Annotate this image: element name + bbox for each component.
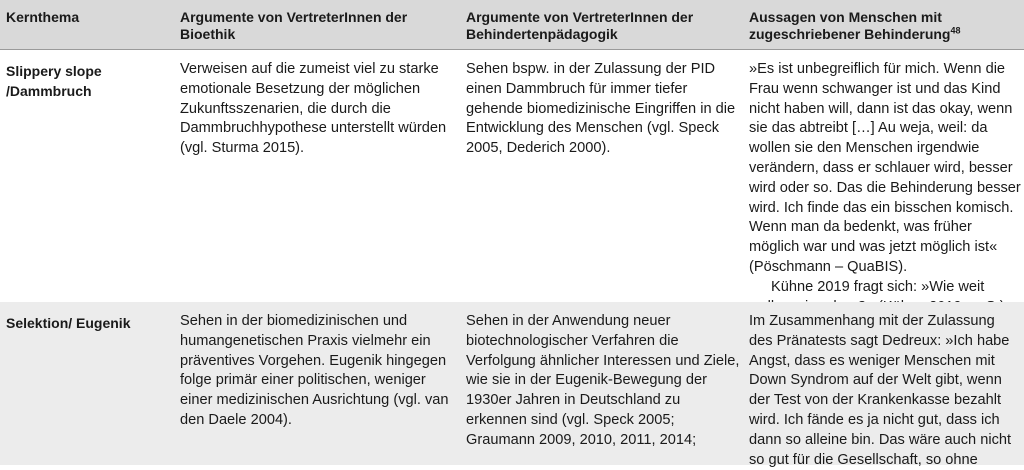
bioethik-cell: Sehen in der biomedizinischen und humangenetischen Praxis vielmehr ein präventives Vorgehen. Eugenik hingegen folge primär einer politischen, weniger einer medizinischen Ausrichtung (vgl. van den Daele 2004). [180,313,449,428]
header-kernthema: Kernthema [6,9,80,25]
theme-cell: Slippery slope /Dammbruch [6,63,102,99]
behindertenpaedagogik-cell: Sehen bspw. in der Zulassung der PID einen Dammbruch für immer tiefer gehende biomedizinische Eingriffen in die Entwicklung des Menschen (vgl. Speck 2005, Dederich 2000). [466,61,736,157]
aussagen-followup: Kühne 2019 fragt sich: »Wie weit [771,278,985,295]
aussagen-cell: Im Zusammenhang mit der Zulassung des Pränatests sagt Dedreux: »Ich habe Angst, dass es weniger Menschen mit Down Syndrom auf der Welt gibt, wenn der Test von der Krankenkasse bezahlt wird. Ich fände es ja nicht gut, dass ich dann so alleine bin. Das wäre auch nicht so gut für die Gesellschaft, so ohne [749,313,1012,468]
behindertenpaedagogik-cell: Sehen in der Anwendung neuer biotechnologischer Verfahren die Verfolgung ähnlicher Interessen und Ziele, wie sie in der Eugenik-Bewegung der 1930er Jahren in Deutschland zu erkennen sind (vgl. Speck 2005; Graumann 2009, 2010, 2011, 2014; [466,313,740,448]
table-row [0,302,1024,468]
bioethik-cell: Verweisen auf die zumeist viel zu starke emotionale Besetzung der möglichen Zukunftsszenarien, die durch die Dammbruchhypothese unterstellt würden (vgl. Sturma 2015). [180,61,447,157]
footnote-marker: 48 [950,25,961,36]
header-aussagen-label: Aussagen von Menschen mit zugeschriebener Behinderung [749,9,951,42]
table-row [0,50,1024,302]
table-header-row [0,0,1024,50]
header-behindertenpaedagogik: Argumente von VertreterInnen der Behindertenpädagogik [466,9,694,42]
header-aussagen [749,0,1021,43]
theme-cell: Selektion/ Eugenik [6,315,131,331]
header-bioethik: Argumente von VertreterInnen der Bioethik [180,9,408,42]
aussagen-cell [749,50,1021,317]
aussagen-quote: »Es ist unbegreiflich für mich. Wenn die Frau wenn schwanger ist und das Kind nicht haben will, dann ist das okay, wenn sie das abtreibt […] Au weja, weil: da wollen sie den Menschen irgendwie verändern, dass er schlauer wird, besser wird oder so. Das die Behinderung besser wird. Ich finde das ein bisschen komisch. Wenn man da bedenkt, was früher möglich war und was jetzt möglich ist« (Pöschmann – QuaBIS). [749,61,1021,275]
